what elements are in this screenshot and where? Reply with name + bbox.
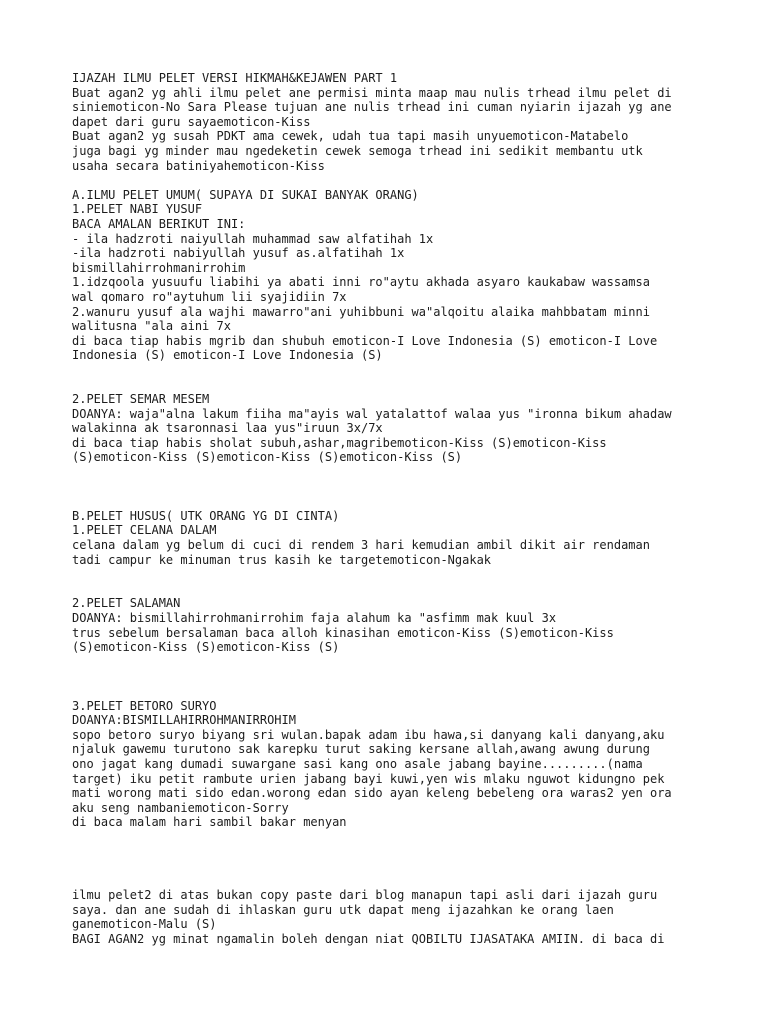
text-line xyxy=(72,480,732,495)
text-line: 1.PELET NABI YUSUF xyxy=(72,202,203,217)
text-line: BAGI AGAN2 yg minat ngamalin boleh dengan niat QOBILTU IJASATAKA AMIIN. di baca di xyxy=(72,932,665,947)
text-line: sopo betoro suryo biyang sri wulan.bapak adam ibu hawa,si danyang kali danyang,aku xyxy=(72,727,665,742)
text-line: ono jagat kang dumadi suwargane sasi kang ono asale jabang bayine.........(nama xyxy=(72,756,643,771)
text-line xyxy=(72,655,732,670)
text-line: ganemoticon-Malu (S) xyxy=(72,917,217,932)
text-line: saya. dan ane sudah di ihlaskan guru utk dapat meng ijazahkan ke orang laen xyxy=(72,902,614,917)
text-line: DOANYA: bismillahirrohmanirrohim faja alahum ka "asfimm mak kuul 3x xyxy=(72,610,557,625)
text-line: usaha secara batiniyahemoticon-Kiss xyxy=(72,158,325,173)
text-line: 2.PELET SALAMAN xyxy=(72,596,181,611)
text-line: aku seng nambaniemoticon-Sorry xyxy=(72,800,289,815)
text-line: 1.PELET CELANA DALAM xyxy=(72,523,217,538)
text-line: 2.wanuru yusuf ala wajhi mawarro"ani yuhibbuni wa"alqoitu alaika mahbbatam minni xyxy=(72,304,650,319)
text-line: Indonesia (S) emoticon-I Love Indonesia (S) xyxy=(72,348,383,363)
text-line: njaluk gawemu turutono sak karepku turut saking kersane allah,awang awung durung xyxy=(72,742,650,757)
text-line: DOANYA: waja"alna lakum fiiha ma"ayis wal yatalattof walaa yus "ironna bikum ahadaw xyxy=(72,406,672,421)
text-line: B.PELET HUSUS( UTK ORANG YG DI CINTA) xyxy=(72,508,340,523)
text-line: wal qomaro ro"aytuhum lii syajidiin 7x xyxy=(72,289,347,304)
text-line: -ila hadzroti nabiyullah yusuf as.alfatihah 1x xyxy=(72,246,405,261)
text-line: bismillahirrohmanirrohim xyxy=(72,260,246,275)
text-line xyxy=(72,363,732,378)
text-line xyxy=(72,494,732,509)
text-line: ilmu pelet2 di atas bukan copy paste dari blog manapun tapi asli dari ijazah guru xyxy=(72,888,658,903)
text-line xyxy=(72,874,732,889)
text-line: - ila hadzroti naiyullah muhammad saw alfatihah 1x xyxy=(72,231,434,246)
text-line xyxy=(72,844,732,859)
text-line: Buat agan2 yg ahli ilmu pelet ane permisi minta maap mau nulis trhead ilmu pelet di xyxy=(72,85,672,100)
text-line: A.ILMU PELET UMUM( SUPAYA DI SUKAI BANYAK ORANG) xyxy=(72,187,419,202)
text-line xyxy=(72,465,732,480)
text-line: DOANYA:BISMILLAHIRROHMANIRROHIM xyxy=(72,713,296,728)
text-line xyxy=(72,173,732,188)
text-line: walitusna "ala aini 7x xyxy=(72,319,231,334)
text-line: di baca tiap habis mgrib dan shubuh emoticon-I Love Indonesia (S) emoticon-I Love xyxy=(72,333,658,348)
text-line xyxy=(72,669,732,684)
text-line: celana dalam yg belum di cuci di rendem 3 hari kemudian ambil dikit air rendaman xyxy=(72,538,650,552)
text-line: trus sebelum bersalaman baca alloh kinasihan emoticon-Kiss (S)emoticon-Kiss xyxy=(72,625,614,640)
text-line: BACA AMALAN BERIKUT INI: xyxy=(72,216,246,231)
text-line xyxy=(72,567,732,582)
text-line: 3.PELET BETORO SURYO xyxy=(72,698,217,713)
text-line: target) iku petit rambute urien jabang bayi kuwi,yen wis mlaku nguwot kidungno pek xyxy=(72,771,665,786)
text-line: dapet dari guru sayaemoticon-Kiss xyxy=(72,114,311,129)
text-line xyxy=(72,830,732,845)
document-body xyxy=(72,71,732,947)
text-line: mati worong mati sido edan.worong edan sido ayan keleng bebeleng ora waras2 yen ora xyxy=(72,786,672,801)
text-line: di baca malam hari sambil bakar menyan xyxy=(72,815,347,830)
text-line: walakinna ak tsaronnasi laa yus"iruun 3x/7x xyxy=(72,421,383,436)
text-line xyxy=(72,377,732,392)
text-line: (S)emoticon-Kiss (S)emoticon-Kiss (S)emoticon-Kiss (S) xyxy=(72,450,463,465)
text-line: 2.PELET SEMAR MESEM xyxy=(72,392,210,407)
text-line xyxy=(72,859,732,874)
text-line: tadi campur ke minuman trus kasih ke targetemoticon-Ngakak xyxy=(72,552,492,567)
text-line xyxy=(72,684,732,699)
text-line: juga bagi yg minder mau ngedeketin cewek semoga trhead ini sedikit membantu utk xyxy=(72,143,643,158)
text-line: (S)emoticon-Kiss (S)emoticon-Kiss (S) xyxy=(72,640,340,655)
text-line: IJAZAH ILMU PELET VERSI HIKMAH&KEJAWEN PART 1 xyxy=(72,71,398,85)
text-line: 1.idzqoola yusuufu liabihi ya abati inni ro"aytu akhada asyaro kaukabaw wassamsa xyxy=(72,275,650,290)
text-line: Buat agan2 yg susah PDKT ama cewek, udah tua tapi masih unyuemoticon-Matabelo xyxy=(72,129,629,144)
text-line: di baca tiap habis sholat subuh,ashar,magribemoticon-Kiss (S)emoticon-Kiss xyxy=(72,435,607,450)
text-line xyxy=(72,582,732,597)
text-line: siniemoticon-No Sara Please tujuan ane nulis trhead ini cuman nyiarin ijazah yg ane xyxy=(72,100,672,115)
